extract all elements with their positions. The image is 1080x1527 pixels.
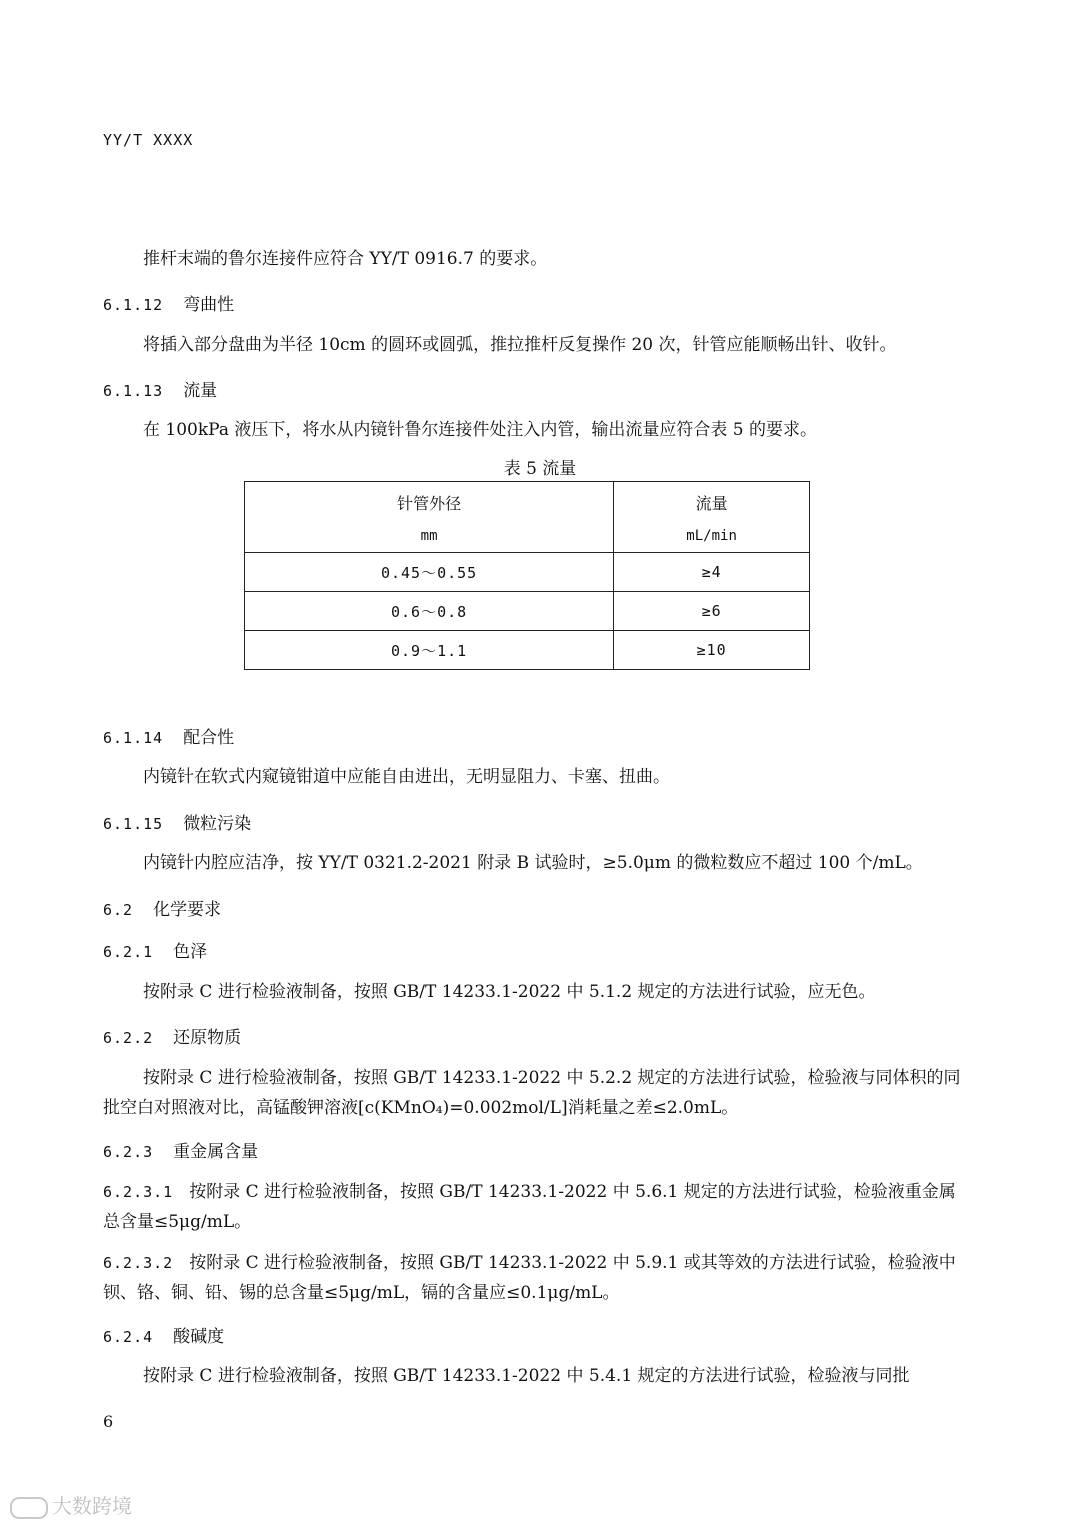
clause-text: 按附录 C 进行检验液制备，按照 GB/T 14233.1-2022 中 5.6.1 规定的方法进行试验，检验液重金属总含量≤5μg/mL。 bbox=[103, 1182, 956, 1232]
section-heading-6-2-4 bbox=[103, 1322, 224, 1347]
paragraph-particle: 内镜针内腔应洁净，按 YY/T 0321.2-2021 附录 B 试验时，≥5.0μm 的微粒数应不超过 100 个/mL。 bbox=[143, 853, 923, 873]
table-header-row bbox=[245, 482, 810, 553]
paragraph-flow: 在 100kPa 液压下，将水从内镜针鲁尔连接件处注入内管，输出流量应符合表 5 的要求。 bbox=[143, 420, 817, 440]
clause-text: 按附录 C 进行检验液制备，按照 GB/T 14233.1-2022 中 5.9.1 或其等效的方法进行试验，检验液中钡、铬、铜、铅、锡的总含量≤5μg/mL，镉的含量应≤0.1μg/mL。 bbox=[103, 1253, 956, 1303]
section-title: 酸碱度 bbox=[173, 1327, 225, 1347]
section-heading-6-2 bbox=[103, 895, 221, 920]
section-title: 微粒污染 bbox=[183, 814, 252, 834]
section-title: 重金属含量 bbox=[173, 1142, 259, 1162]
clause-number: 6.2.3.2 bbox=[103, 1254, 174, 1272]
section-number: 6.1.12 bbox=[103, 296, 164, 314]
clause-number: 6.2.3.1 bbox=[103, 1183, 174, 1201]
paragraph-fit: 内镜针在软式内窥镜钳道中应能自由进出，无明显阻力、卡塞、扭曲。 bbox=[143, 767, 670, 787]
diameter-cell: 0.45～0.55 bbox=[245, 553, 614, 592]
table-row bbox=[245, 631, 810, 670]
watermark bbox=[10, 1490, 132, 1519]
watermark-logo-icon bbox=[10, 1497, 48, 1519]
section-number: 6.2 bbox=[103, 901, 134, 919]
header-unit: mm bbox=[420, 527, 438, 544]
section-number: 6.2.1 bbox=[103, 943, 154, 961]
document-code: YY/T XXXX bbox=[103, 131, 194, 149]
flow-table bbox=[244, 481, 810, 670]
page-number: 6 bbox=[103, 1412, 114, 1431]
table-row bbox=[245, 553, 810, 592]
section-heading-6-1-12 bbox=[103, 290, 234, 315]
section-title: 还原物质 bbox=[173, 1028, 242, 1048]
section-number: 6.2.3 bbox=[103, 1143, 154, 1161]
section-heading-6-1-14 bbox=[103, 723, 234, 748]
paragraph-reducing-substances: 按附录 C 进行检验液制备，按照 GB/T 14233.1-2022 中 5.2.2 规定的方法进行试验，检验液与同体积的同批空白对照液对比，高锰酸钾溶液[c(KMnO₄)=0.002mol/L]消耗量之差≤2.0mL。 bbox=[103, 1068, 961, 1118]
table-row bbox=[245, 592, 810, 631]
section-title: 色泽 bbox=[173, 942, 208, 962]
diameter-cell: 0.9～1.1 bbox=[245, 631, 614, 670]
watermark-text: 大数跨境 bbox=[52, 1494, 132, 1518]
table-header-diameter bbox=[245, 482, 614, 553]
flow-cell: ≥4 bbox=[614, 553, 810, 592]
paragraph-heavy-metal-1 bbox=[103, 1177, 963, 1237]
paragraph-acidity: 按附录 C 进行检验液制备，按照 GB/T 14233.1-2022 中 5.4.1 规定的方法进行试验，检验液与同批 bbox=[143, 1366, 910, 1386]
section-number: 6.1.14 bbox=[103, 729, 164, 747]
header-unit: mL/min bbox=[686, 527, 737, 544]
section-title: 流量 bbox=[183, 381, 218, 401]
section-heading-6-1-13 bbox=[103, 376, 217, 401]
section-title: 化学要求 bbox=[153, 900, 222, 920]
paragraph-luer: 推杆末端的鲁尔连接件应符合 YY/T 0916.7 的要求。 bbox=[143, 249, 548, 269]
section-number: 6.2.2 bbox=[103, 1029, 154, 1047]
header-title: 流量 bbox=[695, 493, 728, 513]
section-number: 6.1.13 bbox=[103, 382, 164, 400]
flow-cell: ≥10 bbox=[614, 631, 810, 670]
header-title: 针管外径 bbox=[397, 493, 462, 513]
table-caption: 表 5 流量 bbox=[503, 459, 577, 479]
paragraph-color: 按附录 C 进行检验液制备，按照 GB/T 14233.1-2022 中 5.1.2 规定的方法进行试验，应无色。 bbox=[143, 982, 876, 1002]
section-heading-6-2-1 bbox=[103, 937, 207, 962]
paragraph-bend: 将插入部分盘曲为半径 10cm 的圆环或圆弧，推拉推杆反复操作 20 次，针管应能顺畅出针、收针。 bbox=[143, 335, 897, 355]
section-number: 6.2.4 bbox=[103, 1328, 154, 1346]
section-title: 弯曲性 bbox=[183, 295, 235, 315]
section-heading-6-2-2 bbox=[103, 1023, 241, 1048]
section-heading-6-1-15 bbox=[103, 809, 251, 834]
section-heading-6-2-3 bbox=[103, 1137, 258, 1162]
paragraph-heavy-metal-2 bbox=[103, 1248, 963, 1308]
section-title: 配合性 bbox=[183, 728, 235, 748]
diameter-cell: 0.6～0.8 bbox=[245, 592, 614, 631]
flow-cell: ≥6 bbox=[614, 592, 810, 631]
table-header-flow bbox=[614, 482, 810, 553]
section-number: 6.1.15 bbox=[103, 815, 164, 833]
